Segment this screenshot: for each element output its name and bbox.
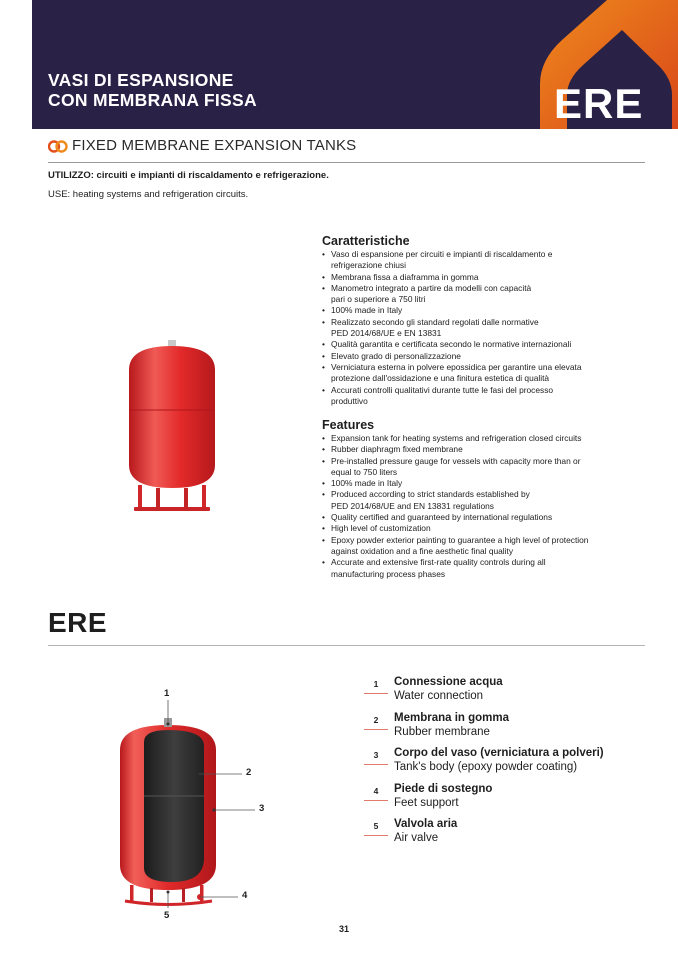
subtitle-text: FIXED MEMBRANE EXPANSION TANKS — [72, 137, 357, 154]
subtitle-row — [48, 137, 645, 163]
legend-item — [364, 676, 664, 712]
list-item: • Pre-installed pressure gauge for vessels with capacity more than or equal to 750 liters — [322, 456, 652, 479]
list-item: • Accurati controlli qualitativi durante tutte le fasi del processo produttivo — [322, 385, 652, 408]
list-item: • Elevato grado di personalizzazione — [322, 351, 652, 362]
list-item: • Manometro integrato a partire da modelli con capacità pari o superiore a 750 litri — [322, 283, 652, 306]
tank-photo — [112, 330, 232, 520]
legend-rule — [364, 729, 388, 730]
legend-label-en: Rubber membrane — [394, 725, 490, 738]
legend-label-en: Air valve — [394, 832, 439, 844]
legend-label-en: Water connection — [394, 690, 484, 702]
legend-item — [364, 818, 664, 854]
caratteristiche-list — [322, 249, 652, 407]
legend-number: 1 — [373, 679, 379, 689]
list-item: • Membrana fissa a diaframma in gomma — [322, 272, 652, 283]
tank-cutaway-diagram — [100, 680, 290, 930]
legend-item — [364, 747, 664, 783]
legend-label-it: Connessione acqua — [394, 676, 503, 688]
list-item: • 100% made in Italy — [322, 478, 652, 489]
page-header — [32, 0, 678, 129]
legend-label-it: Membrana in gomma — [394, 711, 510, 724]
legend-label-it: Corpo del vaso (verniciatura a polveri) — [394, 747, 604, 759]
component-legend — [364, 676, 664, 854]
list-item: • Verniciatura esterna in polvere epossidica per garantire una elevata protezione dall'ossidazione e una finitura estetica di qualità — [322, 362, 652, 385]
page-number: 31 — [338, 924, 349, 934]
diagram-label-4: 4 — [242, 890, 248, 901]
legend-label-en: Tank's body (epoxy powder coating) — [394, 761, 578, 773]
legend-number: 5 — [373, 821, 379, 831]
list-item: • Rubber diaphragm fixed membrane — [322, 444, 652, 455]
list-item: • High level of customization — [322, 523, 652, 534]
legend-item — [364, 712, 664, 748]
legend-label-it: Valvola aria — [394, 818, 458, 830]
page-title-line-2: CON MEMBRANA FISSA — [48, 90, 257, 110]
list-item: • Quality certified and guaranteed by international regulations — [322, 512, 652, 523]
diagram-label-1: 1 — [164, 688, 170, 699]
legend-number: 3 — [373, 750, 379, 760]
legend-rule — [364, 800, 388, 801]
features-list — [322, 433, 652, 580]
caratteristiche-section — [322, 234, 652, 407]
list-item: • Qualità garantita e certificata secondo le normative internazionali — [322, 339, 652, 350]
list-item: • Vaso di espansione per circuiti e impianti di riscaldamento e refrigerazione chiusi — [322, 249, 652, 272]
legend-label-it: Piede di sostegno — [394, 782, 493, 795]
diagram-label-2: 2 — [246, 767, 252, 778]
diagram-label-3: 3 — [259, 803, 265, 814]
legend-label-en: Feet support — [394, 796, 459, 809]
list-item: • Expansion tank for heating systems and refrigeration closed circuits — [322, 433, 652, 444]
list-item: • Realizzato secondo gli standard regolati dalle normative PED 2014/68/UE e EN 13831 — [322, 317, 652, 340]
ere-flame-logo-icon — [48, 138, 68, 154]
legend-number: 4 — [373, 785, 379, 796]
use-italian: UTILIZZO: circuiti e impianti di riscaldamento e refrigerazione. — [48, 170, 329, 181]
list-item: • Accurate and extensive first-rate quality controls during all manufacturing process phases — [322, 557, 652, 580]
list-item: • 100% made in Italy — [322, 305, 652, 316]
legend-number: 2 — [373, 714, 379, 725]
features-section — [322, 418, 652, 580]
page-title — [48, 70, 257, 110]
section-title: ERE — [48, 607, 108, 638]
legend-rule — [364, 835, 388, 836]
page-title-line-1: VASI DI ESPANSIONE — [48, 70, 234, 90]
features-title: Features — [322, 418, 375, 432]
caratteristiche-title: Caratteristiche — [322, 234, 410, 248]
legend-rule — [364, 764, 388, 765]
legend-rule — [364, 693, 388, 694]
diagram-label-5: 5 — [164, 910, 170, 921]
use-english: USE: heating systems and refrigeration circuits. — [48, 189, 249, 200]
ere-logo-text: ERE — [554, 80, 644, 127]
section-divider — [48, 645, 645, 646]
list-item: • Produced according to strict standards established by PED 2014/68/UE and EN 13831 regulations — [322, 489, 652, 512]
list-item: • Epoxy powder exterior painting to guarantee a high level of protection against oxidation and a fine aesthetic final quality — [322, 535, 652, 558]
legend-item — [364, 783, 664, 819]
